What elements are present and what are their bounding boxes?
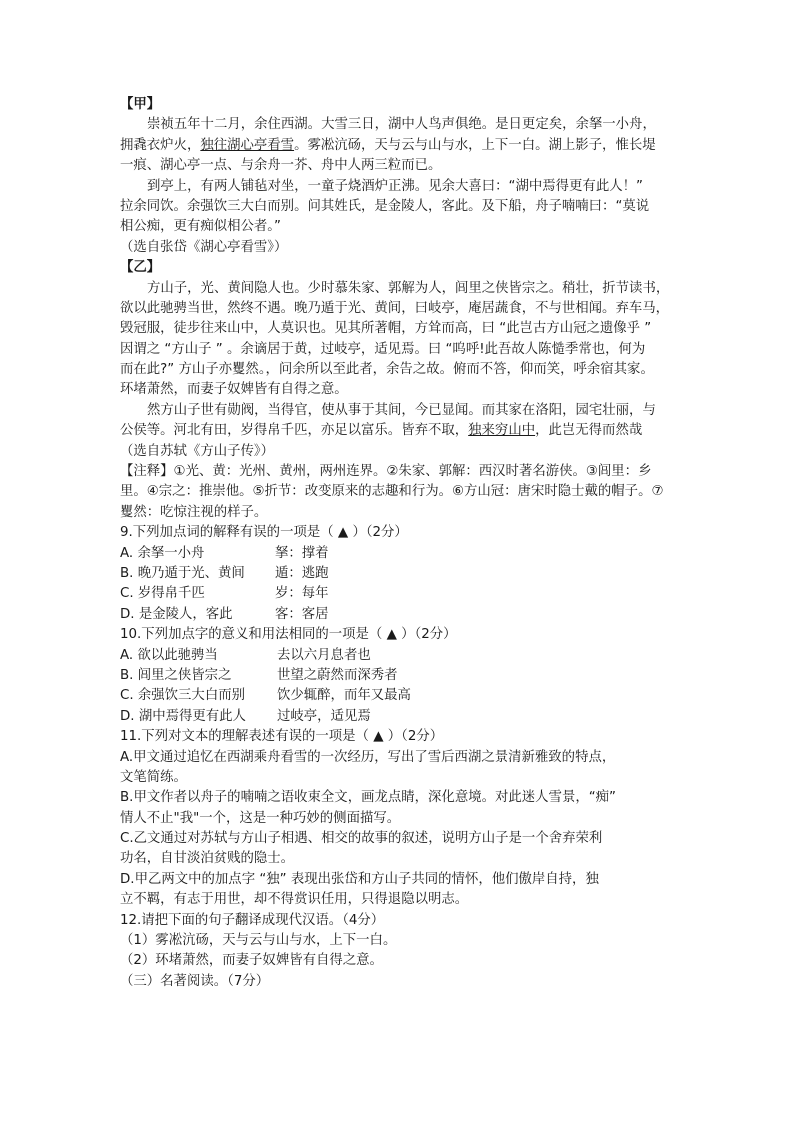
- option-text: C. 岁得帛千匹: [120, 586, 205, 602]
- yi-p1-line-2: 欲以此驰骋当世，然终不遇。晚乃遁于光、黄间，曰岐亭，庵居蔬食，不与世相闻。弃车马，: [120, 300, 670, 316]
- notes-line-2: 里。④宗之：推崇他。⑤折节：改变原来的志趣和行为。⑥方山冠：唐宋时隐士戴的帽子。⑦: [120, 484, 664, 500]
- jia-heading: 【甲】: [120, 97, 161, 112]
- exam-page: [120, 95, 690, 992]
- q11-line-3: B.甲文作者以舟子的喃喃之语收束全文，画龙点睛，深化意境。对此迷人雪景，“痴”: [120, 790, 616, 806]
- yi-p1-line-5: 而在此?” 方山子亦矍然。，问余所以至此者，余告之故。俯而不答，仰而笑，呼余宿其家。: [120, 362, 654, 378]
- option-text: D. 是金陵人，客此: [120, 606, 233, 622]
- q11-line-1: A.甲文通过追忆在西湖乘舟看雪的一次经历，写出了雪后西湖之景清新雅致的特点，: [120, 749, 616, 765]
- option-compare: 过岐亭，适见焉: [277, 708, 371, 724]
- underlined-sentence: 独往湖心亭看雪: [200, 137, 295, 153]
- yi-p2-line-1: 然方山子世有勋阀，当得官，使从事于其间，今已显闻。而其家在洛阳，园宅壮丽，与: [147, 402, 656, 418]
- option-text: D. 湖中焉得更有此人: [120, 708, 246, 724]
- q9-option-c: [120, 584, 690, 604]
- q11-line-6: 功名，自甘淡泊贫贱的隐士。: [120, 851, 295, 867]
- yi-p2-line-2: [120, 421, 690, 441]
- q12-item-2: （2）环堵萧然，而妻子奴婢皆有自得之意。: [120, 953, 383, 969]
- option-text: B. 晚乃遁于光、黄间: [120, 565, 245, 581]
- q12-stem: 12.请把下面的句子翻译成现代汉语。（4分）: [120, 912, 385, 928]
- jia-p2-line-2: 拉余同饮。余强饮三大白而别。问其姓氏，是金陵人，客此。及下船，舟子喃喃曰：“莫说: [120, 198, 650, 214]
- yi-source: （选自苏轼《方山子传》）: [120, 443, 274, 459]
- option-text: A. 欲以此驰骋当: [120, 647, 218, 663]
- notes-line-1: 【注释】①光、黄：光州、黄州，两州连界。②朱家、郭解：西汉时著名游侠。③闾里：乡: [120, 464, 652, 480]
- yi-p1-line-6: 环堵萧然，而妻子奴婢皆有自得之意。: [120, 382, 348, 398]
- option-gloss: 拏：撑着: [275, 545, 329, 561]
- yi-p1-line-3: 毁冠服，徒步往来山中，人莫识也。见其所著帽，方耸而高，曰 “此岂古方山冠之遗像乎 ”: [120, 321, 652, 337]
- option-gloss: 岁：每年: [275, 586, 329, 602]
- q9-stem: 9.下列加点词的解释有误的一项是（ ▲ ）（2分）: [120, 525, 408, 541]
- yi-p1-line-4: 因谓之 “方山子 ” 。余谪居于黄，过岐亭，适见焉。曰 “呜呼!此吾故人陈慥季常也，何为: [120, 341, 646, 357]
- option-gloss: 遁：逃跑: [275, 565, 329, 581]
- text-segment: 公侯等。河北有田，岁得帛千匹，亦足以富乐。皆弃不取，: [120, 423, 469, 439]
- text-segment: 拥毳衣炉火，: [120, 137, 201, 153]
- q10-stem: 10.下列加点字的意义和用法相同的一项是（ ▲ ）（2分）: [120, 627, 457, 643]
- q10-option-a: [120, 646, 690, 666]
- option-text: A. 余拏一小舟: [120, 545, 205, 561]
- jia-p1-line-1: 崇祯五年十二月，余住西湖。大雪三日，湖中人鸟声俱绝。是日更定矣，余拏一小舟，: [147, 117, 656, 133]
- option-compare: 饮少辄醉，而年又最高: [277, 688, 411, 704]
- q11-line-8: 立不羁，有志于用世，却不得赏识任用，只得退隐以明志。: [120, 892, 469, 908]
- jia-p1-line-2: [120, 136, 690, 156]
- q11-stem: 11.下列对文本的理解表述有误的一项是（ ▲ ）（2分）: [120, 729, 444, 745]
- q9-option-d: [120, 605, 690, 625]
- underlined-phrase: 独来穷山中: [468, 423, 536, 439]
- q10-option-d: [120, 707, 690, 727]
- option-text: B. 闾里之侠皆宗之: [120, 667, 232, 683]
- option-gloss: 客：客居: [275, 606, 329, 622]
- text-segment: ，此岂无得而然哉: [535, 423, 643, 439]
- option-compare: 世望之蔚然而深秀者: [277, 667, 398, 683]
- notes-line-3: 矍然：吃惊注视的样子。: [120, 504, 268, 520]
- q9-option-b: [120, 564, 690, 584]
- section-3-heading: （三）名著阅读。（7分）: [120, 973, 270, 989]
- jia-source: （选自张岱《湖心亭看雪》）: [120, 239, 288, 255]
- option-compare: 去以六月息者也: [277, 647, 371, 663]
- jia-p2-line-3: 相公痴，更有痴似相公者。”: [120, 219, 281, 235]
- jia-p2-line-1: 到亭上，有两人铺毡对坐，一童子烧酒炉正沸。见余大喜曰：“湖中焉得更有此人！”: [147, 178, 643, 194]
- q11-line-5: C.乙文通过对苏轼与方山子相遇、相交的故事的叙述，说明方山子是一个舍弃荣利: [120, 831, 603, 847]
- q10-option-b: [120, 666, 690, 686]
- yi-heading: 【乙】: [120, 260, 161, 276]
- yi-p1-line-1: 方山子，光、黄间隐人也。少时慕朱家、郭解为人，闾里之侠皆宗之。稍壮，折节读书，: [147, 280, 670, 296]
- text-segment: 。雾凇沆砀，天与云与山与水，上下一白。湖上影子，惟长堤: [294, 137, 656, 153]
- q10-option-c: [120, 686, 690, 706]
- option-text: C. 余强饮三大白而别: [120, 688, 245, 704]
- q9-option-a: [120, 544, 690, 564]
- q11-line-2: 文笔简练。: [120, 769, 187, 785]
- q11-line-7: D.甲乙两文中的加点字 “独” 表现出张岱和方山子共同的情怀，他们傲岸自持，独: [120, 871, 599, 887]
- q12-item-1: （1）雾凇沆砀，天与云与山与水，上下一白。: [120, 933, 397, 949]
- q11-line-4: 情人不止"我"一个，这是一种巧妙的侧面描写。: [120, 810, 401, 826]
- jia-p1-line-3: 一痕、湖心亭一点、与余舟一芥、舟中人两三粒而已。: [120, 158, 442, 174]
